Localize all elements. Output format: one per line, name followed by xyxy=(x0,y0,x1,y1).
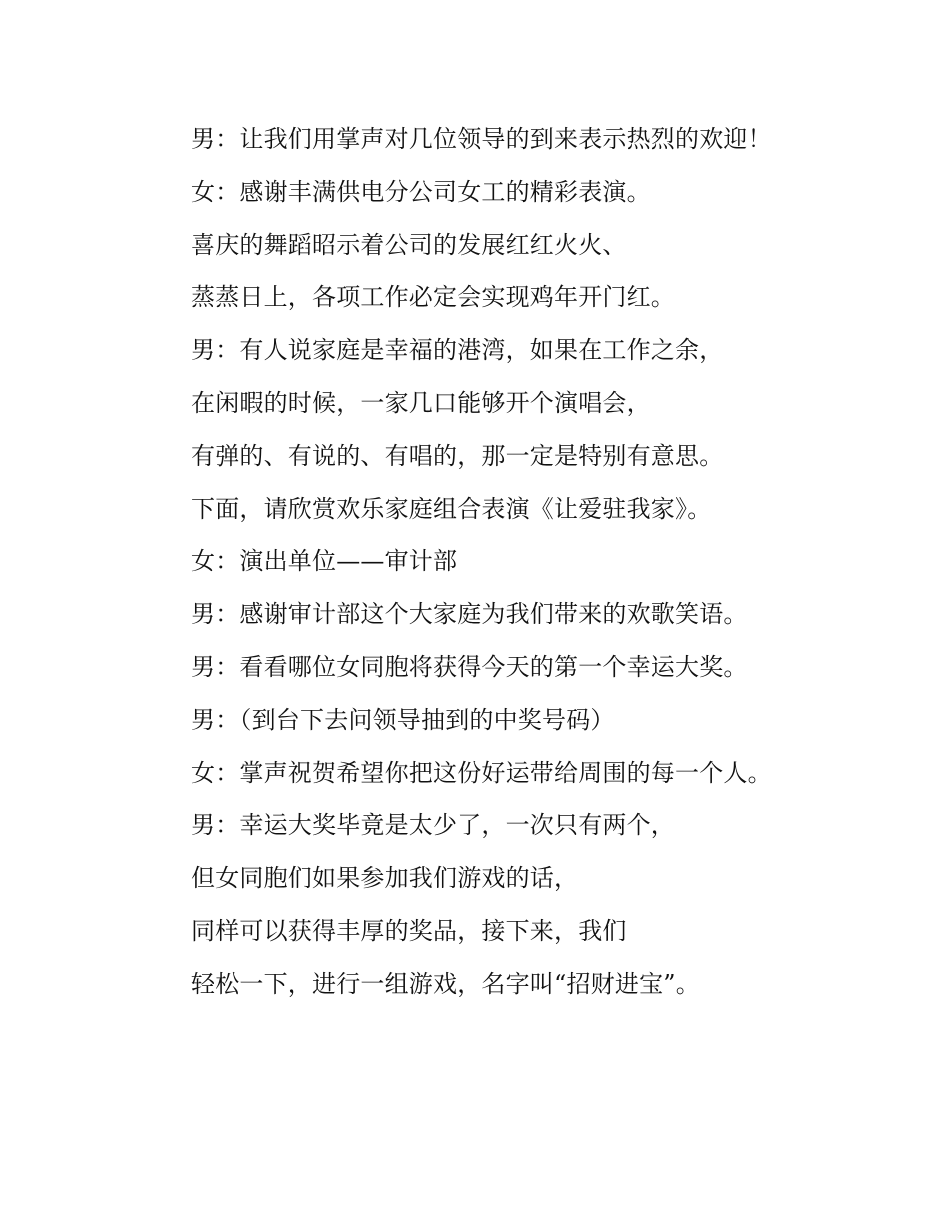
text-line-4: 蒸蒸日上，各项工作必定会实现鸡年开门红。 xyxy=(191,283,675,312)
text-line-10: 男：感谢审计部这个大家庭为我们带来的欢歌笑语。 xyxy=(191,600,748,629)
text-line-14: 男：幸运大奖毕竟是太少了，一次只有两个， xyxy=(191,811,675,840)
document-body xyxy=(191,116,891,1014)
text-line-12: 男：（到台下去问领导抽到的中奖号码） xyxy=(191,705,615,734)
text-line-16: 同样可以获得丰厚的奖品，接下来，我们 xyxy=(191,916,627,945)
text-line-9: 女：演出单位——审计部 xyxy=(191,547,458,576)
text-line-7: 有弹的、有说的、有唱的，那一定是特别有意思。 xyxy=(191,441,724,470)
text-line-5: 男：有人说家庭是幸福的港湾，如果在工作之余， xyxy=(191,336,724,365)
text-line-2: 女：感谢丰满供电分公司女工的精彩表演。 xyxy=(191,177,651,206)
text-line-17: 轻松一下，进行一组游戏，名字叫“招财进宝”。 xyxy=(191,969,700,998)
text-line-3: 喜庆的舞蹈昭示着公司的发展红红火火、 xyxy=(191,230,627,259)
text-line-1: 男：让我们用掌声对几位领导的到来表示热烈的欢迎！ xyxy=(191,125,772,153)
text-line-15: 但女同胞们如果参加我们游戏的话， xyxy=(191,864,579,893)
text-line-8: 下面，请欣赏欢乐家庭组合表演《让爱驻我家》。 xyxy=(191,494,712,523)
text-line-13: 女：掌声祝贺希望你把这份好运带给周围的每一个人。 xyxy=(191,758,772,787)
text-line-6: 在闲暇的时候，一家几口能够开个演唱会， xyxy=(191,388,651,417)
text-line-11: 男：看看哪位女同胞将获得今天的第一个幸运大奖。 xyxy=(191,652,748,681)
